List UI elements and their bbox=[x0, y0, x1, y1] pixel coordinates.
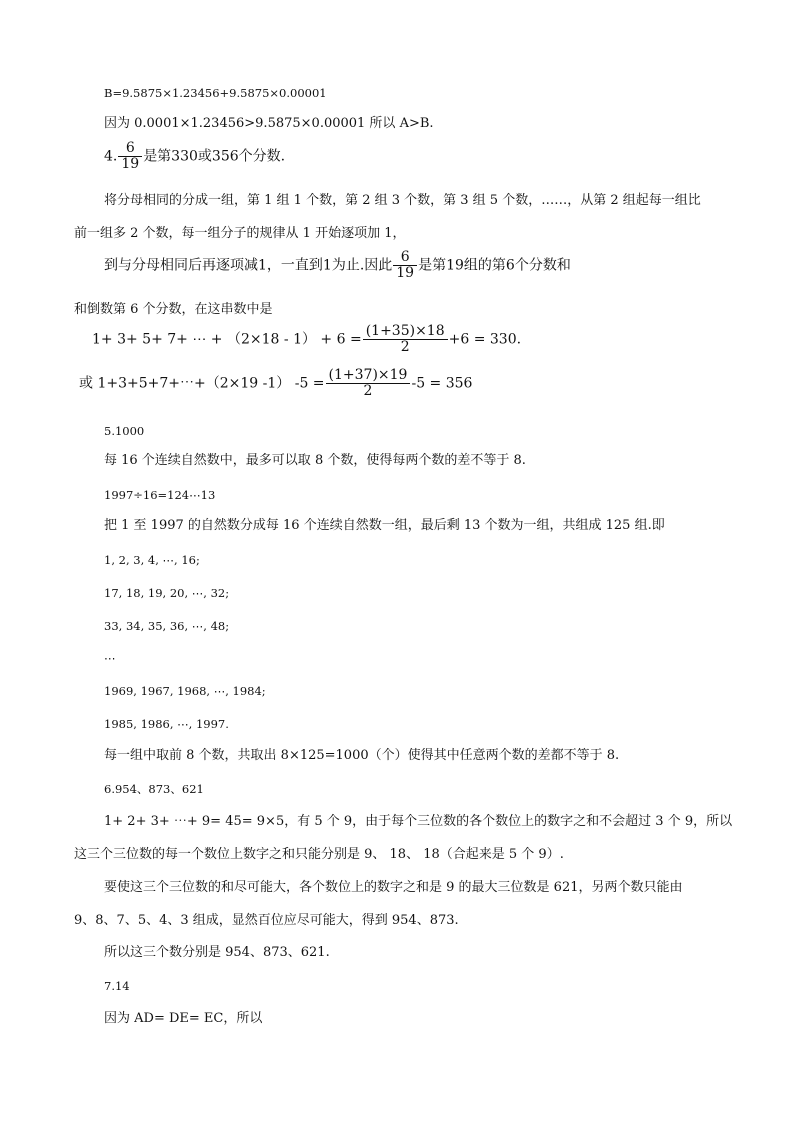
fraction-numerator: (1+37)×19 bbox=[328, 367, 408, 383]
fraction-denominator: 2 bbox=[326, 383, 411, 399]
text-line-conclusion: 所以这三个数分别是 954、873、621. bbox=[104, 945, 330, 960]
answer-5-heading: 5.1000 bbox=[104, 424, 145, 438]
text-line-comparison: 因为 0.0001×1.23456>9.5875×0.00001 所以 A>B. bbox=[104, 116, 434, 131]
fraction-sum-19 bbox=[326, 368, 411, 399]
group-row-ellipsis: ⋯ bbox=[104, 651, 116, 665]
equation-356 bbox=[79, 368, 472, 399]
text-line-b-expression: B=9.5875×1.23456+9.5875×0.00001 bbox=[104, 86, 327, 100]
fraction-denominator: 19 bbox=[118, 156, 142, 172]
group-row-3: 33, 34, 35, 36, ⋯, 48; bbox=[104, 619, 230, 633]
text-line-digit-sum: 1+ 2+ 3+ ⋯+ 9= 45= 9×5，有 5 个 9，由于每个三位数的各个数位上的数字之和不会超过 3 个 9，所以 bbox=[104, 814, 733, 829]
group-row-125: 1985, 1986, ⋯, 1997. bbox=[104, 717, 229, 731]
text-line-division: 1997÷16=124⋯13 bbox=[104, 488, 216, 502]
answer-6-heading: 6.954、873、621 bbox=[104, 782, 204, 796]
fraction-6-19 bbox=[118, 141, 142, 172]
fraction-numerator: 6 bbox=[125, 140, 135, 156]
fraction-sum-18 bbox=[363, 324, 448, 355]
fraction-denominator: 19 bbox=[393, 265, 417, 281]
text-line-therefore bbox=[104, 250, 571, 281]
group-row-2: 17, 18, 19, 20, ⋯, 32; bbox=[104, 586, 230, 600]
text-line-digit-sum-cont: 这三个三位数的每一个数位上数字之和只能分别是 9、 18、 18（合起来是 5 个 9）. bbox=[74, 847, 564, 862]
fraction-6-19 bbox=[393, 250, 417, 281]
fraction-numerator: (1+35)×18 bbox=[365, 323, 445, 339]
text-line-split-groups: 把 1 至 1997 的自然数分成每 16 个连续自然数一组，最后剩 13 个数为一组，共组成 125 组.即 bbox=[104, 518, 665, 533]
equation-330 bbox=[92, 324, 521, 355]
therefore-prefix: 到与分母相同后再逐项减1，一直到1为止.因此 bbox=[104, 257, 393, 274]
answer-4-line bbox=[104, 141, 285, 172]
equation-356-prefix: 或 1+3+5+7+⋯+（2×19 -1） -5 = bbox=[79, 375, 325, 392]
answer-4-suffix: 是第330或356个分数. bbox=[143, 148, 286, 165]
text-line-sequence-intro: 和倒数第 6 个分数，在这串数中是 bbox=[74, 302, 273, 317]
text-line-take-first-8: 每一组中取前 8 个数，共取出 8×125=1000（个）使得其中任意两个数的差都不等于 8. bbox=[104, 748, 620, 763]
fraction-denominator: 2 bbox=[363, 339, 448, 355]
text-line-maximize-cont: 9、8、7、5、4、3 组成，显然百位应尽可能大，得到 954、873. bbox=[74, 913, 459, 928]
text-line-ad-de-ec: 因为 AD= DE= EC，所以 bbox=[104, 1011, 263, 1026]
fraction-numerator: 6 bbox=[400, 249, 410, 265]
equation-330-suffix: +6 = 330. bbox=[448, 331, 522, 348]
answer-7-heading: 7.14 bbox=[104, 979, 130, 993]
text-line-max-pick: 每 16 个连续自然数中，最多可以取 8 个数，使得每两个数的差不等于 8. bbox=[104, 453, 526, 468]
text-line-numerator-rule: 前一组多 2 个数，每一组分子的规律从 1 开始逐项加 1， bbox=[74, 226, 406, 241]
group-row-1: 1, 2, 3, 4, ⋯, 16; bbox=[104, 553, 200, 567]
therefore-suffix: 是第19组的第6个分数和 bbox=[418, 257, 571, 274]
group-row-124: 1969, 1967, 1968, ⋯, 1984; bbox=[104, 684, 266, 698]
equation-356-suffix: -5 = 356 bbox=[411, 375, 473, 392]
equation-330-prefix: 1+ 3+ 5+ 7+ ⋯ + （2×18 - 1） + 6 = bbox=[92, 331, 362, 348]
text-line-maximize: 要使这三个三位数的和尽可能大，各个数位上的数字之和是 9 的最大三位数是 621，另两个数只能由 bbox=[104, 880, 683, 895]
answer-4-prefix: 4. bbox=[104, 148, 118, 165]
text-line-grouping: 将分母相同的分成一组，第 1 组 1 个数，第 2 组 3 个数，第 3 组 5 个数，……，从第 2 组起每一组比 bbox=[104, 193, 701, 208]
